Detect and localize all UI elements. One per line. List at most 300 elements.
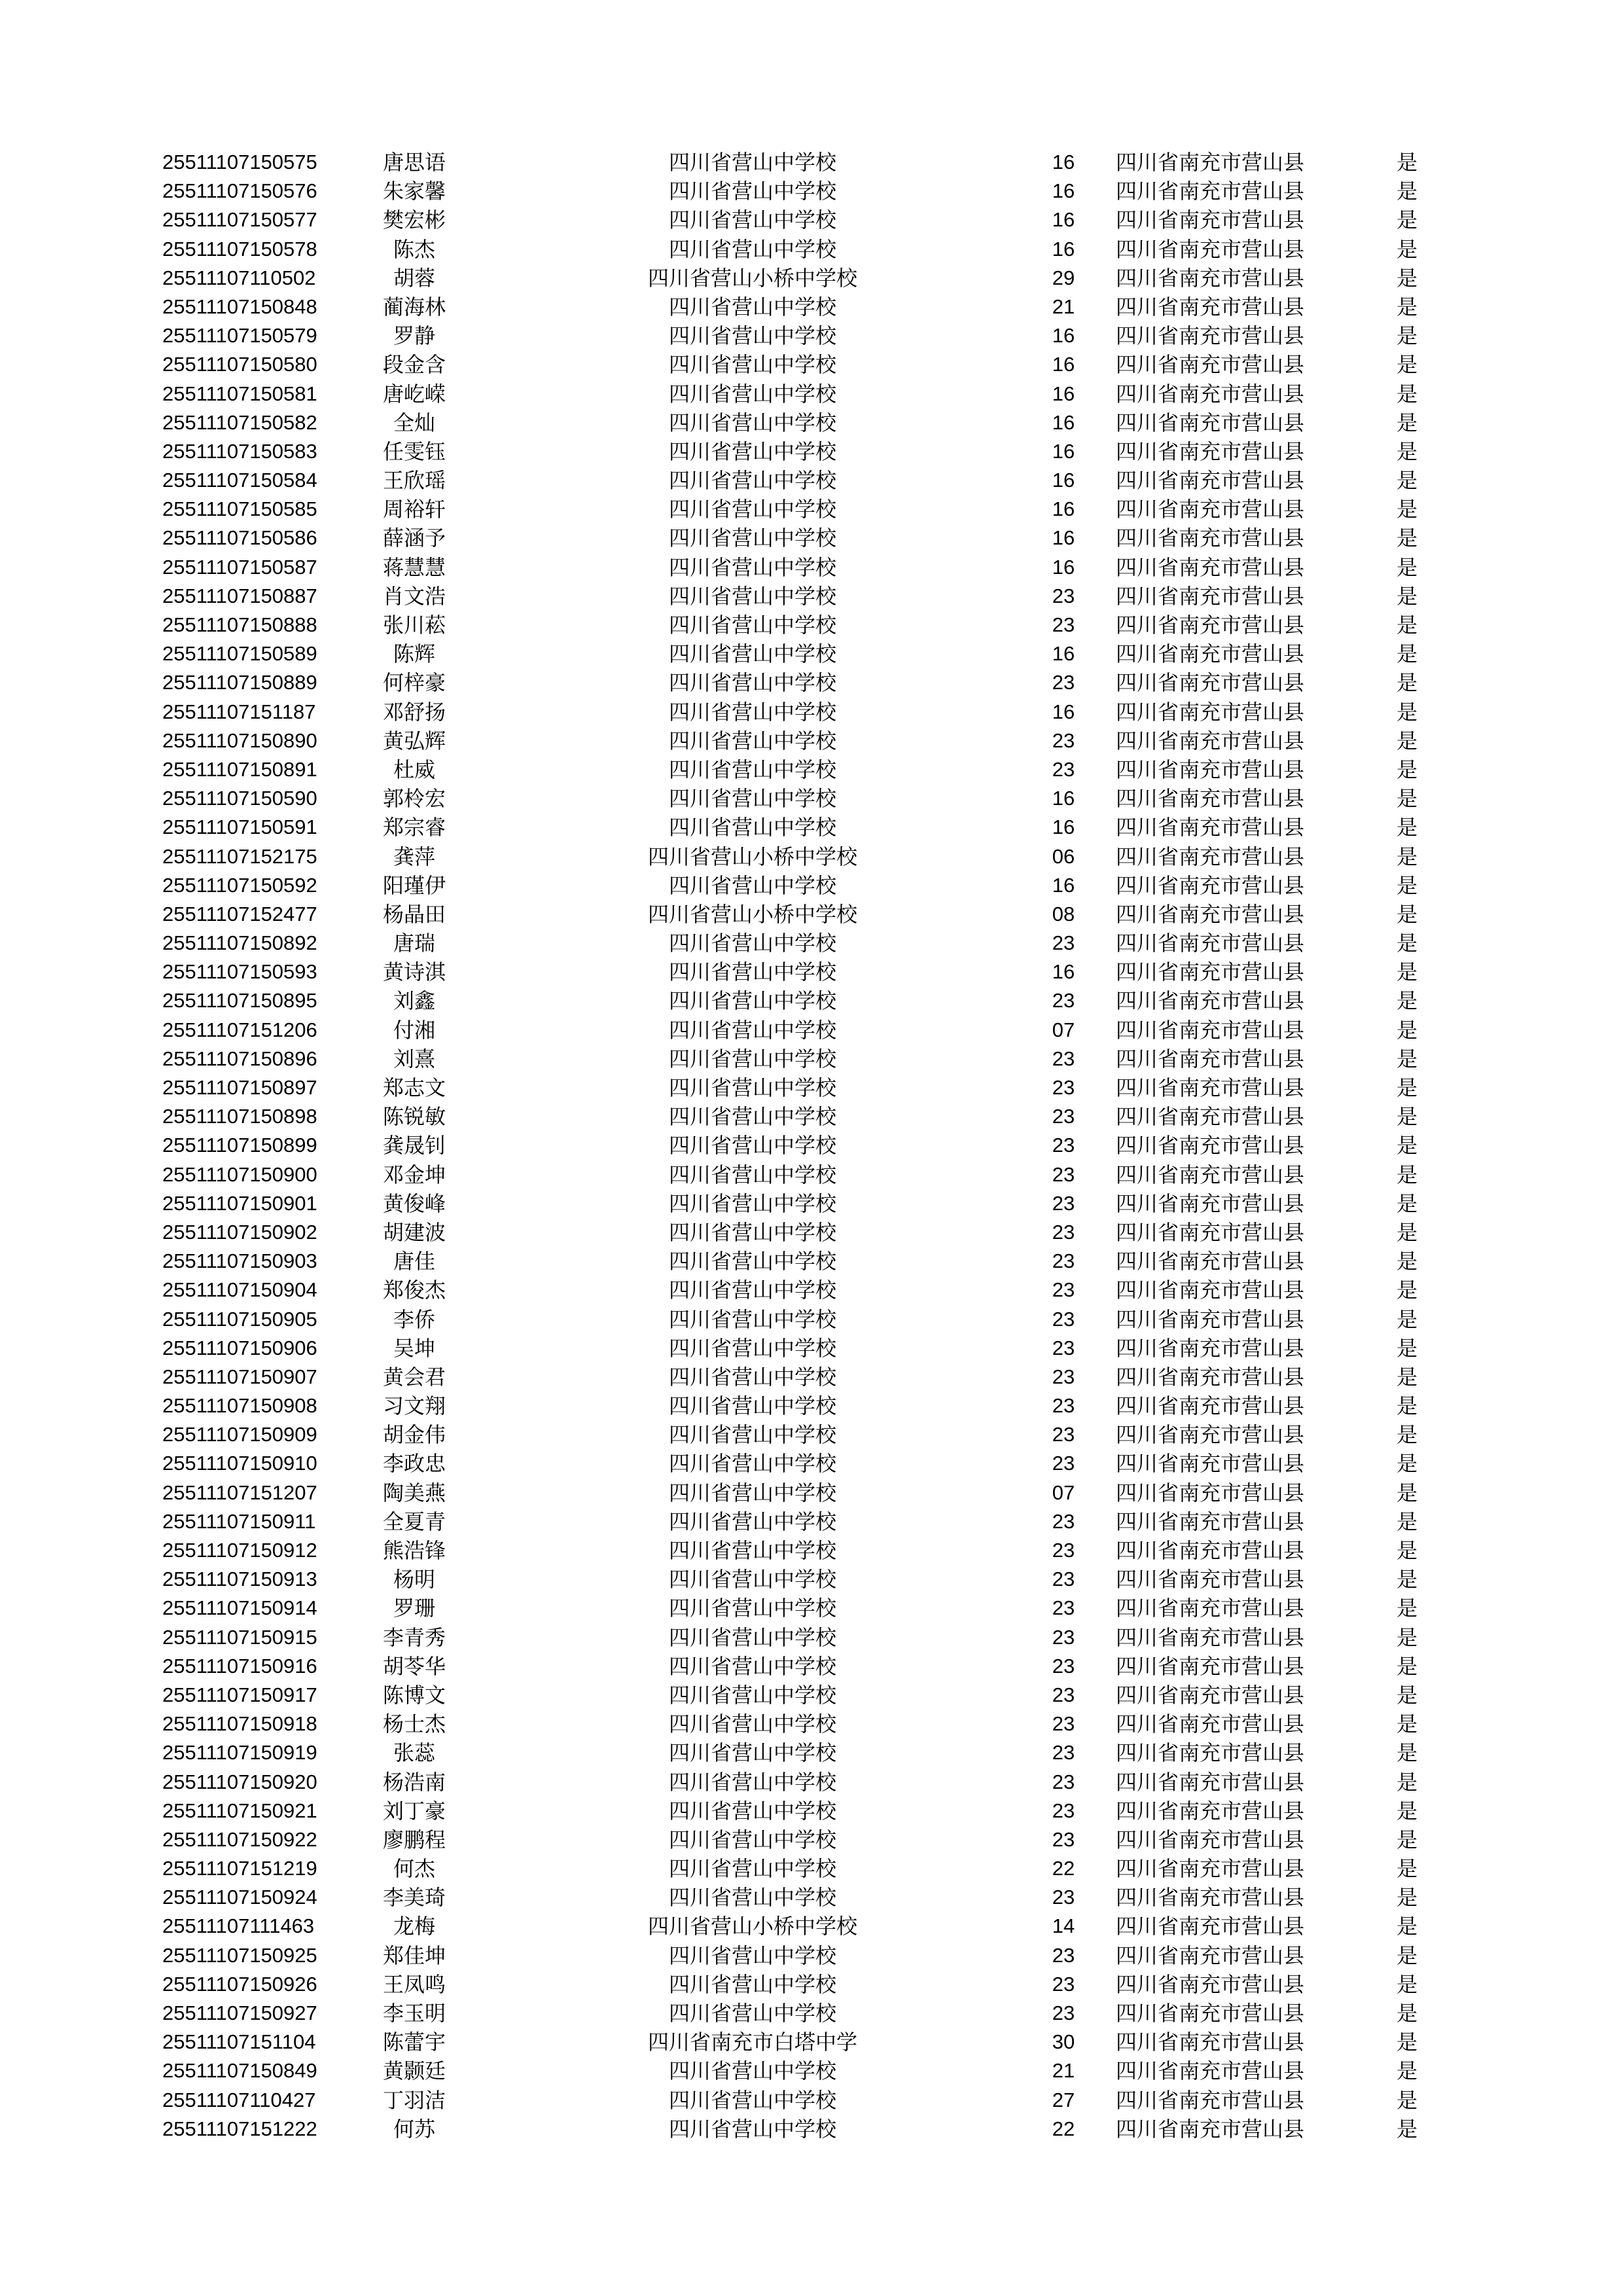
school-name-cell: 四川省营山中学校 <box>668 1133 836 1158</box>
region-cell: 四川省南充市营山县 <box>1116 1856 1305 1882</box>
region-cell: 四川省南充市营山县 <box>1116 1885 1305 1910</box>
student-id-cell: 25511107150920 <box>162 1770 317 1793</box>
flag-cell: 是 <box>1396 236 1418 262</box>
table-row <box>0 1276 1623 1304</box>
student-name-cell: 何梓豪 <box>382 670 446 696</box>
flag-cell: 是 <box>1396 613 1418 637</box>
code-cell: 23 <box>1052 671 1075 694</box>
student-id-cell: 25511107150585 <box>162 497 317 521</box>
school-name-cell: 四川省营山中学校 <box>668 150 836 175</box>
code-cell: 23 <box>1052 1105 1075 1128</box>
student-id-cell: 25511107150915 <box>162 1625 317 1649</box>
student-id-cell: 25511107150908 <box>162 1394 317 1418</box>
table-row <box>0 2056 1623 2085</box>
table-row <box>0 582 1623 611</box>
student-name-cell: 黄弘辉 <box>382 728 446 753</box>
student-name-cell: 肖文浩 <box>382 583 446 609</box>
table-row <box>0 1565 1623 1594</box>
school-name-cell: 四川省营山小桥中学校 <box>647 901 857 927</box>
flag-cell: 是 <box>1396 1798 1418 1823</box>
student-id-cell: 25511107151187 <box>162 700 316 723</box>
student-id-cell: 25511107150917 <box>162 1683 317 1706</box>
flag-cell: 是 <box>1396 1249 1418 1274</box>
code-cell: 23 <box>1052 1712 1075 1736</box>
student-table <box>0 148 1623 2144</box>
code-cell: 23 <box>1052 757 1075 781</box>
table-row <box>0 755 1623 784</box>
school-name-cell: 四川省营山中学校 <box>668 468 836 493</box>
student-id-cell: 25511107150849 <box>162 2059 317 2083</box>
student-id-cell: 25511107150902 <box>162 1220 317 1244</box>
flag-cell: 是 <box>1396 2030 1418 2055</box>
table-row <box>0 1970 1623 1999</box>
region-cell: 四川省南充市营山县 <box>1116 1422 1305 1448</box>
table-row <box>0 784 1623 813</box>
region-cell: 四川省南充市营山县 <box>1116 2001 1305 2026</box>
student-name-cell: 何苏 <box>393 2116 435 2142</box>
table-row <box>0 611 1623 639</box>
school-name-cell: 四川省营山中学校 <box>668 1219 836 1245</box>
table-row <box>0 1073 1623 1102</box>
code-cell: 16 <box>1052 497 1075 521</box>
school-name-cell: 四川省营山中学校 <box>668 381 836 406</box>
school-name-cell: 四川省营山中学校 <box>668 2058 836 2084</box>
table-row <box>0 1131 1623 1160</box>
code-cell: 23 <box>1052 1741 1075 1765</box>
student-id-cell: 25511107150895 <box>162 989 317 1013</box>
table-row <box>0 380 1623 408</box>
student-name-cell: 王欣瑶 <box>382 468 446 493</box>
region-cell: 四川省南充市营山县 <box>1116 1769 1305 1795</box>
flag-cell: 是 <box>1396 960 1418 985</box>
flag-cell: 是 <box>1396 815 1418 840</box>
student-id-cell: 25511107150916 <box>162 1654 317 1677</box>
flag-cell: 是 <box>1396 1162 1418 1187</box>
flag-cell: 是 <box>1396 1509 1418 1534</box>
student-name-cell: 陈辉 <box>393 641 435 667</box>
code-cell: 23 <box>1052 613 1075 636</box>
code-cell: 23 <box>1052 1625 1075 1649</box>
student-name-cell: 陈博文 <box>382 1682 446 1708</box>
code-cell: 16 <box>1052 960 1075 984</box>
flag-cell: 是 <box>1396 1278 1418 1303</box>
flag-cell: 是 <box>1396 2087 1418 2113</box>
code-cell: 21 <box>1052 295 1075 318</box>
school-name-cell: 四川省营山中学校 <box>668 1480 836 1505</box>
flag-cell: 是 <box>1396 294 1418 319</box>
code-cell: 07 <box>1052 1480 1075 1504</box>
student-name-cell: 陈锐敏 <box>382 1104 446 1130</box>
flag-cell: 是 <box>1396 1480 1418 1505</box>
code-cell: 23 <box>1052 1394 1075 1418</box>
student-id-cell: 25511107150921 <box>162 1799 317 1822</box>
region-cell: 四川省南充市营山县 <box>1116 844 1305 869</box>
student-id-cell: 25511107150587 <box>162 555 317 579</box>
school-name-cell: 四川省营山中学校 <box>668 1827 836 1852</box>
table-row <box>0 1045 1623 1073</box>
student-name-cell: 胡蓉 <box>393 265 435 291</box>
student-id-cell: 25511107151206 <box>162 1018 317 1041</box>
student-id-cell: 25511107150926 <box>162 1972 317 1996</box>
region-cell: 四川省南充市营山县 <box>1116 1509 1305 1534</box>
flag-cell: 是 <box>1396 699 1418 725</box>
table-row <box>0 1160 1623 1189</box>
code-cell: 23 <box>1052 1770 1075 1793</box>
table-row <box>0 1912 1623 1941</box>
school-name-cell: 四川省营山中学校 <box>668 1451 836 1477</box>
school-name-cell: 四川省营山中学校 <box>668 1017 836 1043</box>
student-name-cell: 杨士杰 <box>382 1712 446 1737</box>
region-cell: 四川省南充市营山县 <box>1116 1133 1305 1158</box>
flag-cell: 是 <box>1396 1104 1418 1130</box>
school-name-cell: 四川省营山中学校 <box>668 1971 836 1997</box>
student-name-cell: 王凤鸣 <box>382 1971 446 1997</box>
student-id-cell: 25511107151104 <box>162 2030 316 2054</box>
student-id-cell: 25511107150905 <box>162 1307 317 1331</box>
table-row <box>0 206 1623 234</box>
student-name-cell: 李青秀 <box>382 1624 446 1650</box>
table-row <box>0 1479 1623 1507</box>
table-row <box>0 350 1623 379</box>
region-cell: 四川省南充市营山县 <box>1116 1712 1305 1737</box>
flag-cell: 是 <box>1396 179 1418 204</box>
student-id-cell: 25511107150901 <box>162 1191 317 1215</box>
school-name-cell: 四川省营山中学校 <box>668 728 836 753</box>
school-name-cell: 四川省营山中学校 <box>668 1682 836 1708</box>
school-name-cell: 四川省营山中学校 <box>668 1740 836 1766</box>
code-cell: 06 <box>1052 844 1075 868</box>
school-name-cell: 四川省营山中学校 <box>668 1653 836 1679</box>
student-name-cell: 胡苓华 <box>382 1653 446 1679</box>
flag-cell: 是 <box>1396 323 1418 349</box>
school-name-cell: 四川省营山中学校 <box>668 1335 836 1361</box>
region-cell: 四川省南充市营山县 <box>1116 352 1305 378</box>
code-cell: 29 <box>1052 266 1075 289</box>
student-name-cell: 丁羽洁 <box>382 2087 446 2113</box>
table-row <box>0 1854 1623 1883</box>
table-row <box>0 1189 1623 1218</box>
region-cell: 四川省南充市营山县 <box>1116 1364 1305 1390</box>
region-cell: 四川省南充市营山县 <box>1116 1682 1305 1708</box>
student-name-cell: 唐瑞 <box>393 931 435 956</box>
table-row <box>0 1305 1623 1334</box>
table-row <box>0 2028 1623 2056</box>
school-name-cell: 四川省营山中学校 <box>668 815 836 840</box>
table-row <box>0 1825 1623 1854</box>
region-cell: 四川省南充市营山县 <box>1116 2058 1305 2084</box>
table-row <box>0 1768 1623 1797</box>
student-name-cell: 罗珊 <box>393 1596 435 1621</box>
table-row <box>0 1681 1623 1710</box>
code-cell: 23 <box>1052 1683 1075 1706</box>
region-cell: 四川省南充市营山县 <box>1116 1104 1305 1130</box>
region-cell: 四川省南充市营山县 <box>1116 1798 1305 1823</box>
region-cell: 四川省南充市营山县 <box>1116 179 1305 204</box>
student-name-cell: 刘熹 <box>393 1046 435 1071</box>
code-cell: 23 <box>1052 1452 1075 1475</box>
student-name-cell: 邓舒扬 <box>382 699 446 725</box>
code-cell: 23 <box>1052 1509 1075 1533</box>
student-name-cell: 龚萍 <box>393 844 435 869</box>
table-row <box>0 495 1623 524</box>
region-cell: 四川省南充市营山县 <box>1116 901 1305 927</box>
school-name-cell: 四川省营山中学校 <box>668 1567 836 1592</box>
school-name-cell: 四川省营山中学校 <box>668 1798 836 1823</box>
school-name-cell: 四川省营山中学校 <box>668 1393 836 1419</box>
flag-cell: 是 <box>1396 670 1418 696</box>
table-row <box>0 813 1623 842</box>
school-name-cell: 四川省营山中学校 <box>668 554 836 580</box>
student-id-cell: 25511107150575 <box>162 151 317 173</box>
school-name-cell: 四川省营山中学校 <box>668 1422 836 1448</box>
code-cell: 16 <box>1052 179 1075 203</box>
region-cell: 四川省南充市营山县 <box>1116 728 1305 753</box>
student-name-cell: 习文翔 <box>382 1393 446 1419</box>
school-name-cell: 四川省营山中学校 <box>668 1885 836 1910</box>
region-cell: 四川省南充市营山县 <box>1116 1249 1305 1274</box>
student-id-cell: 25511107150903 <box>162 1249 317 1273</box>
school-name-cell: 四川省营山中学校 <box>668 179 836 204</box>
student-name-cell: 唐佳 <box>393 1249 435 1274</box>
student-name-cell: 黄俊峰 <box>382 1191 446 1216</box>
code-cell: 23 <box>1052 1365 1075 1388</box>
student-id-cell: 25511107150914 <box>162 1596 317 1620</box>
student-id-cell: 25511107150896 <box>162 1047 317 1070</box>
student-name-cell: 龚晟钊 <box>382 1133 446 1158</box>
student-name-cell: 李美琦 <box>382 1885 446 1910</box>
flag-cell: 是 <box>1396 352 1418 378</box>
code-cell: 16 <box>1052 382 1075 405</box>
student-name-cell: 黄会君 <box>382 1364 446 1390</box>
student-name-cell: 刘丁豪 <box>382 1798 446 1823</box>
flag-cell: 是 <box>1396 1653 1418 1679</box>
flag-cell: 是 <box>1396 2116 1418 2142</box>
table-row <box>0 1391 1623 1420</box>
region-cell: 四川省南充市营山县 <box>1116 670 1305 696</box>
student-name-cell: 吴坤 <box>393 1335 435 1361</box>
student-id-cell: 25511107150910 <box>162 1452 317 1475</box>
flag-cell: 是 <box>1396 410 1418 435</box>
table-row <box>0 1449 1623 1478</box>
flag-cell: 是 <box>1396 554 1418 580</box>
school-name-cell: 四川省营山中学校 <box>668 1538 836 1563</box>
flag-cell: 是 <box>1396 1769 1418 1795</box>
table-row <box>0 1218 1623 1247</box>
flag-cell: 是 <box>1396 1306 1418 1332</box>
flag-cell: 是 <box>1396 1451 1418 1477</box>
student-name-cell: 蔺海林 <box>382 294 446 319</box>
student-id-cell: 25511107111463 <box>162 1914 315 1938</box>
table-row <box>0 553 1623 582</box>
flag-cell: 是 <box>1396 1538 1418 1563</box>
student-id-cell: 25511107150909 <box>162 1423 317 1446</box>
flag-cell: 是 <box>1396 1393 1418 1419</box>
code-cell: 23 <box>1052 1827 1075 1851</box>
table-row <box>0 148 1623 177</box>
student-name-cell: 胡金伟 <box>382 1422 446 1448</box>
school-name-cell: 四川省营山中学校 <box>668 1104 836 1130</box>
student-name-cell: 邓金坤 <box>382 1162 446 1187</box>
region-cell: 四川省南充市营山县 <box>1116 150 1305 175</box>
student-id-cell: 25511107151222 <box>162 2117 317 2140</box>
code-cell: 16 <box>1052 151 1075 173</box>
student-name-cell: 何杰 <box>393 1856 435 1882</box>
student-id-cell: 25511107150897 <box>162 1076 317 1099</box>
student-id-cell: 25511107150924 <box>162 1886 317 1909</box>
flag-cell: 是 <box>1396 1017 1418 1043</box>
code-cell: 23 <box>1052 2001 1075 2024</box>
student-name-cell: 廖鹏程 <box>382 1827 446 1852</box>
student-id-cell: 25511107150592 <box>162 873 317 897</box>
student-id-cell: 25511107150848 <box>162 295 317 318</box>
table-row <box>0 1420 1623 1449</box>
student-name-cell: 阳瑾伊 <box>382 872 446 898</box>
code-cell: 23 <box>1052 1220 1075 1244</box>
flag-cell: 是 <box>1396 1914 1418 1939</box>
student-id-cell: 25511107150578 <box>162 237 317 260</box>
student-name-cell: 熊浩锋 <box>382 1538 446 1563</box>
table-row <box>0 726 1623 755</box>
student-id-cell: 25511107150590 <box>162 787 317 810</box>
school-name-cell: 四川省营山中学校 <box>668 1364 836 1390</box>
student-id-cell: 25511107150591 <box>162 816 317 839</box>
table-row <box>0 986 1623 1015</box>
flag-cell: 是 <box>1396 641 1418 667</box>
region-cell: 四川省南充市营山县 <box>1116 1624 1305 1650</box>
flag-cell: 是 <box>1396 1596 1418 1621</box>
student-id-cell: 25511107150927 <box>162 2001 317 2024</box>
code-cell: 23 <box>1052 1596 1075 1620</box>
school-name-cell: 四川省营山中学校 <box>668 352 836 378</box>
student-id-cell: 25511107150583 <box>162 439 317 463</box>
student-id-cell: 25511107150918 <box>162 1712 317 1736</box>
code-cell: 23 <box>1052 1249 1075 1273</box>
flag-cell: 是 <box>1396 583 1418 609</box>
school-name-cell: 四川省营山中学校 <box>668 1046 836 1071</box>
school-name-cell: 四川省营山中学校 <box>668 236 836 262</box>
region-cell: 四川省南充市营山县 <box>1116 410 1305 435</box>
student-id-cell: 25511107150919 <box>162 1741 317 1765</box>
region-cell: 四川省南充市营山县 <box>1116 2030 1305 2055</box>
school-name-cell: 四川省营山中学校 <box>668 786 836 812</box>
school-name-cell: 四川省营山中学校 <box>668 1856 836 1882</box>
student-id-cell: 25511107150580 <box>162 353 317 376</box>
student-name-cell: 杜威 <box>393 757 435 782</box>
region-cell: 四川省南充市营山县 <box>1116 931 1305 956</box>
table-row <box>0 1594 1623 1623</box>
code-cell: 23 <box>1052 1278 1075 1302</box>
student-name-cell: 黄颢廷 <box>382 2058 446 2084</box>
table-row <box>0 1334 1623 1363</box>
flag-cell: 是 <box>1396 872 1418 898</box>
code-cell: 16 <box>1052 700 1075 723</box>
student-id-cell: 25511107150900 <box>162 1162 317 1186</box>
student-name-cell: 蒋慧慧 <box>382 554 446 580</box>
code-cell: 16 <box>1052 469 1075 492</box>
student-name-cell: 付湘 <box>393 1017 435 1043</box>
code-cell: 23 <box>1052 1943 1075 1967</box>
region-cell: 四川省南充市营山县 <box>1116 1480 1305 1505</box>
school-name-cell: 四川省营山中学校 <box>668 1596 836 1621</box>
student-id-cell: 25511107150576 <box>162 179 317 203</box>
student-name-cell: 李政忠 <box>382 1451 446 1477</box>
student-name-cell: 郭柃宏 <box>382 786 446 812</box>
flag-cell: 是 <box>1396 497 1418 522</box>
region-cell: 四川省南充市营山县 <box>1116 1278 1305 1303</box>
school-name-cell: 四川省营山中学校 <box>668 1278 836 1303</box>
region-cell: 四川省南充市营山县 <box>1116 872 1305 898</box>
student-id-cell: 25511107151207 <box>162 1480 317 1504</box>
flag-cell: 是 <box>1396 1827 1418 1852</box>
table-row <box>0 639 1623 668</box>
flag-cell: 是 <box>1396 1682 1418 1708</box>
student-id-cell: 25511107150581 <box>162 382 317 405</box>
region-cell: 四川省南充市营山县 <box>1116 1075 1305 1100</box>
student-name-cell: 郑志文 <box>382 1075 446 1100</box>
school-name-cell: 四川省营山中学校 <box>668 1624 836 1650</box>
school-name-cell: 四川省营山中学校 <box>668 323 836 349</box>
code-cell: 23 <box>1052 1799 1075 1822</box>
flag-cell: 是 <box>1396 1885 1418 1910</box>
flag-cell: 是 <box>1396 901 1418 927</box>
student-id-cell: 25511107150922 <box>162 1827 317 1851</box>
flag-cell: 是 <box>1396 1856 1418 1882</box>
region-cell: 四川省南充市营山县 <box>1116 2087 1305 2113</box>
flag-cell: 是 <box>1396 1712 1418 1737</box>
region-cell: 四川省南充市营山县 <box>1116 468 1305 493</box>
school-name-cell: 四川省营山中学校 <box>668 497 836 522</box>
table-row <box>0 1999 1623 2028</box>
table-row <box>0 1941 1623 1970</box>
school-name-cell: 四川省南充市白塔中学 <box>647 2030 857 2055</box>
region-cell: 四川省南充市营山县 <box>1116 1914 1305 1939</box>
flag-cell: 是 <box>1396 931 1418 956</box>
flag-cell: 是 <box>1396 1046 1418 1071</box>
student-name-cell: 龙梅 <box>393 1914 435 1939</box>
region-cell: 四川省南充市营山县 <box>1116 1306 1305 1332</box>
table-row <box>0 2115 1623 2144</box>
student-id-cell: 25511107152175 <box>162 844 317 868</box>
student-name-cell: 张川菘 <box>382 613 446 637</box>
student-name-cell: 刘鑫 <box>393 988 435 1014</box>
region-cell: 四川省南充市营山县 <box>1116 1943 1305 1968</box>
table-row <box>0 2086 1623 2115</box>
code-cell: 23 <box>1052 1191 1075 1215</box>
code-cell: 16 <box>1052 353 1075 376</box>
region-cell: 四川省南充市营山县 <box>1116 815 1305 840</box>
region-cell: 四川省南充市营山县 <box>1116 294 1305 319</box>
student-id-cell: 25511107150890 <box>162 728 317 752</box>
student-id-cell: 25511107150887 <box>162 584 317 607</box>
code-cell: 23 <box>1052 1972 1075 1996</box>
region-cell: 四川省南充市营山县 <box>1116 641 1305 667</box>
code-cell: 23 <box>1052 1307 1075 1331</box>
region-cell: 四川省南充市营山县 <box>1116 1162 1305 1187</box>
student-id-cell: 25511107150593 <box>162 960 317 984</box>
student-id-cell: 25511107150889 <box>162 671 317 694</box>
flag-cell: 是 <box>1396 265 1418 291</box>
code-cell: 16 <box>1052 324 1075 348</box>
student-id-cell: 25511107150586 <box>162 526 317 550</box>
code-cell: 16 <box>1052 555 1075 579</box>
school-name-cell: 四川省营山中学校 <box>668 1943 836 1968</box>
flag-cell: 是 <box>1396 2058 1418 2084</box>
code-cell: 23 <box>1052 728 1075 752</box>
flag-cell: 是 <box>1396 844 1418 869</box>
student-id-cell: 25511107150584 <box>162 469 317 492</box>
student-id-cell: 25511107150898 <box>162 1105 317 1128</box>
school-name-cell: 四川省营山中学校 <box>668 1712 836 1737</box>
